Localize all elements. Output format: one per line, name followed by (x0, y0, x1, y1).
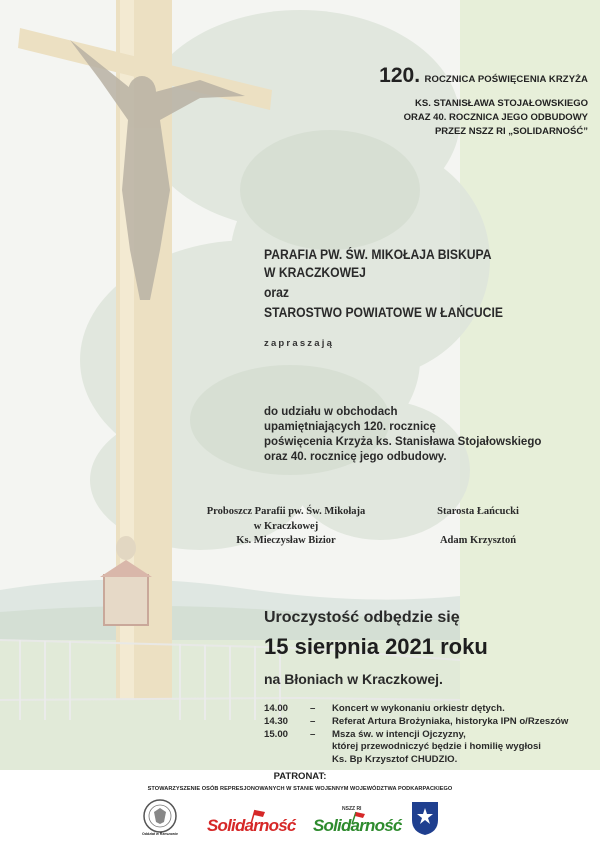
crest-icon (410, 800, 440, 836)
signatory-parish-priest (198, 505, 374, 549)
header-line4: PRZEZ NSZZ RI „SOLIDARNOŚĆ” (434, 126, 588, 137)
program-dash: – (310, 703, 316, 714)
signatory-role-place: w Kraczkowej (253, 520, 319, 532)
header-line3: ORAZ 40. ROCZNICA JEGO ODBUDOWY (403, 112, 588, 123)
patronage-organization: STOWARZYSZENIE OSÓB REPRESJONOWANYCH W STANIE WOJENNYM WOJEWÓDZTWA PODKARPACKIEGO (147, 786, 453, 792)
program-text: której przewodniczyć będzie i homilię wygłosi (332, 741, 541, 753)
program-text: Ks. Bp Krzysztof CHUDZIO. (332, 754, 458, 766)
program-time (264, 754, 310, 767)
program-row (264, 703, 600, 716)
solidarnosc-text: Solidarność (207, 816, 296, 835)
program-dash (310, 741, 332, 754)
signatory-name: Ks. Mieczysław Bizior (236, 535, 336, 546)
program-dash: – (310, 728, 316, 740)
program-time: 15.00 (264, 728, 289, 740)
program-text: Koncert w wykonaniu orkiestr dętych. (332, 703, 505, 714)
program-time: 14.30 (264, 715, 289, 727)
organizer-parish: PARAFIA PW. ŚW. MIKOŁAJA BISKUPA (264, 247, 492, 262)
association-seal-logo (140, 798, 180, 838)
solidarnosc-logo (205, 808, 295, 840)
program-row (264, 716, 600, 729)
program-row (264, 741, 600, 754)
header-line1: ROCZNICA POŚWIĘCENIA KRZYŻA (424, 74, 588, 85)
invitation-body (264, 405, 541, 465)
nszz-ri-solidarnosc-logo (310, 806, 400, 840)
patronage-label: PATRONAT: (273, 771, 327, 782)
signatory-role: Proboszcz Parafii pw. Św. Mikołaja (206, 506, 366, 517)
event-intro: Uroczystość odbędzie się (264, 609, 460, 626)
program-row (264, 729, 600, 742)
program-text: Referat Artura Brożyniaka, historyka IPN o/Rzeszów (332, 715, 569, 727)
solidarnosc-text: Solidarność (313, 816, 402, 835)
header-line2: KS. STANISŁAWA STOJAŁOWSKIEGO (415, 98, 588, 109)
program-time: 14.00 (264, 703, 289, 714)
seal-caption: Oddział w Rzeszowie (142, 832, 178, 836)
program-dash: – (310, 715, 316, 727)
header-title (300, 64, 588, 88)
program-list (264, 703, 600, 767)
program-text: Msza św. w intencji Ojczyzny, (332, 728, 466, 740)
body-line: poświęcenia Krzyża ks. Stanisława Stojałowskiego (264, 436, 542, 448)
program-row (264, 754, 600, 767)
event-place: na Błoniach w Kraczkowej. (264, 671, 443, 687)
signatory-starosta (418, 505, 538, 549)
nszz-ri-prefix: NSZZ RI (342, 806, 362, 812)
signatory-role: Starosta Łańcucki (437, 506, 519, 517)
program-dash (310, 754, 332, 767)
body-line: oraz 40. rocznicę jego odbudowy. (264, 451, 447, 463)
event-date: 15 sierpnia 2021 roku (264, 634, 488, 659)
organizer-conjunction: oraz (264, 285, 289, 300)
anniversary-number: 120. (379, 64, 421, 87)
body-line: upamiętniających 120. rocznicę (264, 421, 436, 433)
organizer-parish-place: W KRACZKOWEJ (264, 265, 366, 280)
organizer-starostwo: STAROSTWO POWIATOWE W ŁAŃCUCIE (264, 305, 503, 320)
regional-crest-logo (410, 800, 440, 836)
invite-word: zapraszają (264, 338, 335, 349)
signatory-name: Adam Krzysztoń (439, 535, 517, 546)
program-time (264, 741, 310, 754)
body-line: do udziału w obchodach (264, 406, 398, 418)
